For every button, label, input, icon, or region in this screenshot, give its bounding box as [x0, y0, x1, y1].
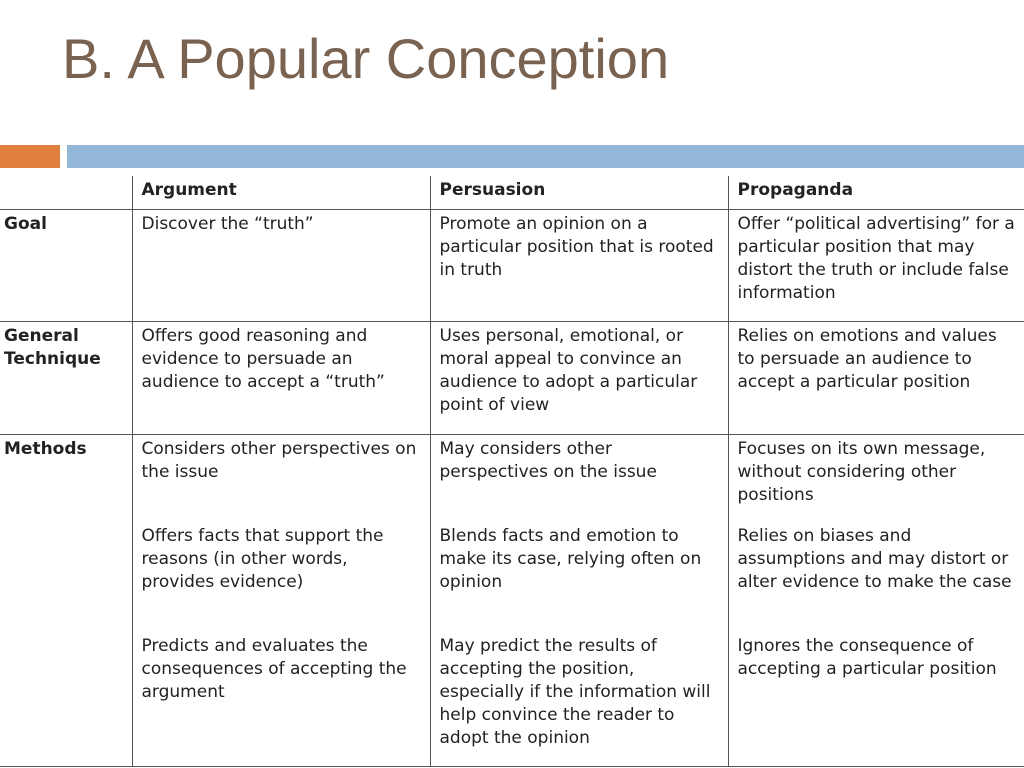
slide-title: B. A Popular Conception	[62, 27, 670, 90]
technique-propaganda-cell: Relies on emotions and values to persuade an audience to accept a particular position	[728, 322, 1024, 435]
method-item: Relies on biases and assumptions and may distort or alter evidence to make the case	[737, 526, 1012, 592]
method-item: Offers facts that support the reasons (in other words, provides evidence)	[141, 526, 384, 592]
goal-argument-cell: Discover the “truth”	[132, 210, 430, 322]
orange-accent-bar	[0, 145, 60, 168]
row-header-methods: Methods	[0, 435, 132, 767]
column-header-persuasion: Persuasion	[430, 176, 728, 210]
table-row-general-technique	[0, 322, 1024, 435]
method-item: Considers other perspectives on the issue	[141, 439, 417, 482]
technique-argument-cell: Offers good reasoning and evidence to persuade an audience to accept a “truth”	[132, 322, 430, 435]
method-item: May predict the results of accepting the position, especially if the information will help convince the reader to adopt the opinion	[439, 636, 711, 748]
column-header-propaganda: Propaganda	[728, 176, 1024, 210]
methods-persuasion-cell	[430, 435, 728, 767]
table-row-methods	[0, 435, 1024, 767]
methods-propaganda-cell	[728, 435, 1024, 767]
method-item: Blends facts and emotion to make its case, relying often on opinion	[439, 526, 702, 592]
table-row-goal	[0, 210, 1024, 322]
technique-persuasion-cell: Uses personal, emotional, or moral appeal to convince an audience to adopt a particular point of view	[430, 322, 728, 435]
method-item: Predicts and evaluates the consequences of accepting the argument	[141, 636, 407, 702]
method-item: May considers other perspectives on the issue	[439, 439, 657, 482]
corner-cell	[0, 176, 132, 210]
table-header-row	[0, 176, 1024, 210]
methods-argument-cell	[132, 435, 430, 767]
goal-persuasion-cell: Promote an opinion on a particular position that is rooted in truth	[430, 210, 728, 322]
goal-propaganda-cell: Offer “political advertising” for a particular position that may distort the truth or include false information	[728, 210, 1024, 322]
column-header-argument: Argument	[132, 176, 430, 210]
comparison-table	[0, 176, 1024, 767]
row-header-general-technique: General Technique	[0, 322, 132, 435]
blue-header-bar	[67, 145, 1024, 168]
method-item: Focuses on its own message, without considering other positions	[737, 439, 986, 505]
row-header-goal: Goal	[0, 210, 132, 322]
method-item: Ignores the consequence of accepting a particular position	[737, 636, 997, 679]
